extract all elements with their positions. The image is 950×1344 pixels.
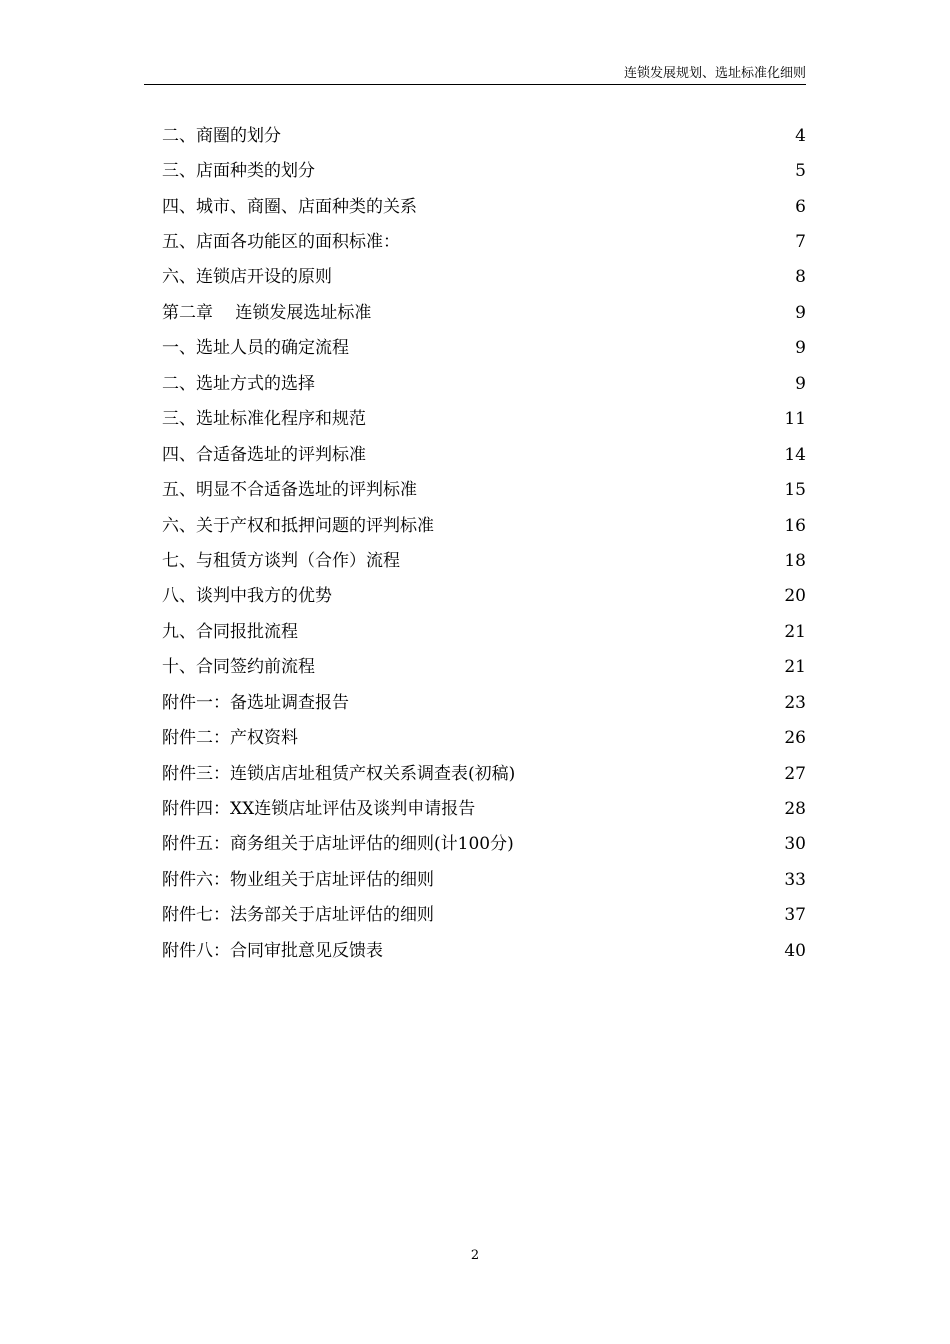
toc-entry-page: 9: [795, 338, 806, 359]
toc-entry[interactable]: [162, 402, 806, 437]
toc-entry-title: 五、店面各功能区的面积标准：: [162, 232, 400, 253]
toc-entry-title: 附件二：产权资料: [162, 728, 298, 749]
toc-entry[interactable]: [162, 685, 806, 720]
toc-entry[interactable]: [162, 862, 806, 897]
toc-entry-page: 21: [784, 621, 806, 642]
toc-entry-page: 28: [784, 799, 806, 820]
toc-entry-title: 三、选址标准化程序和规范: [162, 409, 366, 430]
toc-entry[interactable]: [162, 189, 806, 224]
toc-entry-page: 23: [784, 692, 806, 713]
toc-entry[interactable]: [162, 153, 806, 188]
toc-entry-title: 附件六：物业组关于店址评估的细则: [162, 869, 434, 890]
toc-entry-page: 9: [795, 373, 806, 394]
toc-entry-title: 六、连锁店开设的原则: [162, 267, 332, 288]
toc-entry-page: 6: [795, 196, 806, 217]
toc-entry-title: 四、城市、商圈、店面种类的关系: [162, 196, 417, 217]
toc-entry[interactable]: [162, 756, 806, 791]
toc-entry-title: 八、谈判中我方的优势: [162, 586, 332, 607]
toc-entry-page: 21: [784, 657, 806, 678]
toc-entry[interactable]: [162, 295, 806, 330]
toc-entry-title: 附件四：XX连锁店址评估及谈判申请报告: [162, 799, 476, 820]
toc-entry[interactable]: [162, 224, 806, 259]
page-number: 2: [470, 1248, 480, 1263]
page-header: [144, 64, 806, 85]
toc-entry-page: 5: [795, 161, 806, 182]
toc-entry[interactable]: [162, 508, 806, 543]
toc-entry-title: 七、与租赁方谈判（合作）流程: [162, 550, 400, 571]
toc-entry[interactable]: [162, 650, 806, 685]
toc-entry[interactable]: [162, 437, 806, 472]
toc-entry-title: 十、合同签约前流程: [162, 657, 315, 678]
toc-entry[interactable]: [162, 720, 806, 755]
toc-entry[interactable]: [162, 827, 806, 862]
toc-entry-page: 7: [795, 232, 806, 253]
toc-entry-title: 附件七：法务部关于店址评估的细则: [162, 905, 434, 926]
toc-entry-page: 40: [784, 940, 806, 961]
toc-entry-title: 九、合同报批流程: [162, 621, 298, 642]
toc-entry-title: 五、明显不合适备选址的评判标准: [162, 480, 417, 501]
toc-entry[interactable]: [162, 260, 806, 295]
toc-entry[interactable]: [162, 898, 806, 933]
toc-entry-page: 37: [784, 905, 806, 926]
toc-entry-title: 一、选址人员的确定流程: [162, 338, 349, 359]
table-of-contents: [162, 118, 806, 969]
toc-entry-page: 8: [795, 267, 806, 288]
toc-entry-page: 16: [784, 515, 806, 536]
toc-entry[interactable]: [162, 472, 806, 507]
toc-entry-title: 附件一：备选址调查报告: [162, 692, 349, 713]
toc-entry-page: 9: [795, 302, 806, 323]
header-title: 连锁发展规划、选址标准化细则: [623, 66, 806, 81]
toc-entry-title: 附件八：合同审批意见反馈表: [162, 940, 383, 961]
toc-entry-page: 33: [784, 869, 806, 890]
toc-entry-page: 18: [784, 550, 806, 571]
toc-entry[interactable]: [162, 791, 806, 826]
toc-entry-title: 附件三：连锁店店址租赁产权关系调查表(初稿): [162, 763, 516, 784]
toc-entry-title: 三、店面种类的划分: [162, 161, 315, 182]
toc-entry-title: 二、选址方式的选择: [162, 373, 315, 394]
toc-entry[interactable]: [162, 118, 806, 153]
toc-entry-page: 11: [784, 409, 806, 430]
toc-entry-page: 27: [784, 763, 806, 784]
toc-entry[interactable]: [162, 614, 806, 649]
toc-entry-title: 四、合适备选址的评判标准: [162, 444, 366, 465]
toc-entry[interactable]: [162, 543, 806, 578]
toc-entry-page: 26: [784, 728, 806, 749]
toc-entry-page: 15: [784, 480, 806, 501]
toc-entry-page: 4: [795, 125, 806, 146]
toc-entry-page: 20: [784, 586, 806, 607]
toc-entry[interactable]: [162, 933, 806, 968]
toc-entry-title: 第二章 连锁发展选址标准: [162, 302, 372, 323]
toc-entry[interactable]: [162, 331, 806, 366]
toc-entry-title: 附件五：商务组关于店址评估的细则(计100分): [162, 834, 514, 855]
toc-entry[interactable]: [162, 366, 806, 401]
toc-entry-title: 六、关于产权和抵押问题的评判标准: [162, 515, 434, 536]
toc-entry[interactable]: [162, 579, 806, 614]
toc-entry-page: 14: [784, 444, 806, 465]
toc-entry-title: 二、商圈的划分: [162, 125, 281, 146]
toc-entry-page: 30: [784, 834, 806, 855]
